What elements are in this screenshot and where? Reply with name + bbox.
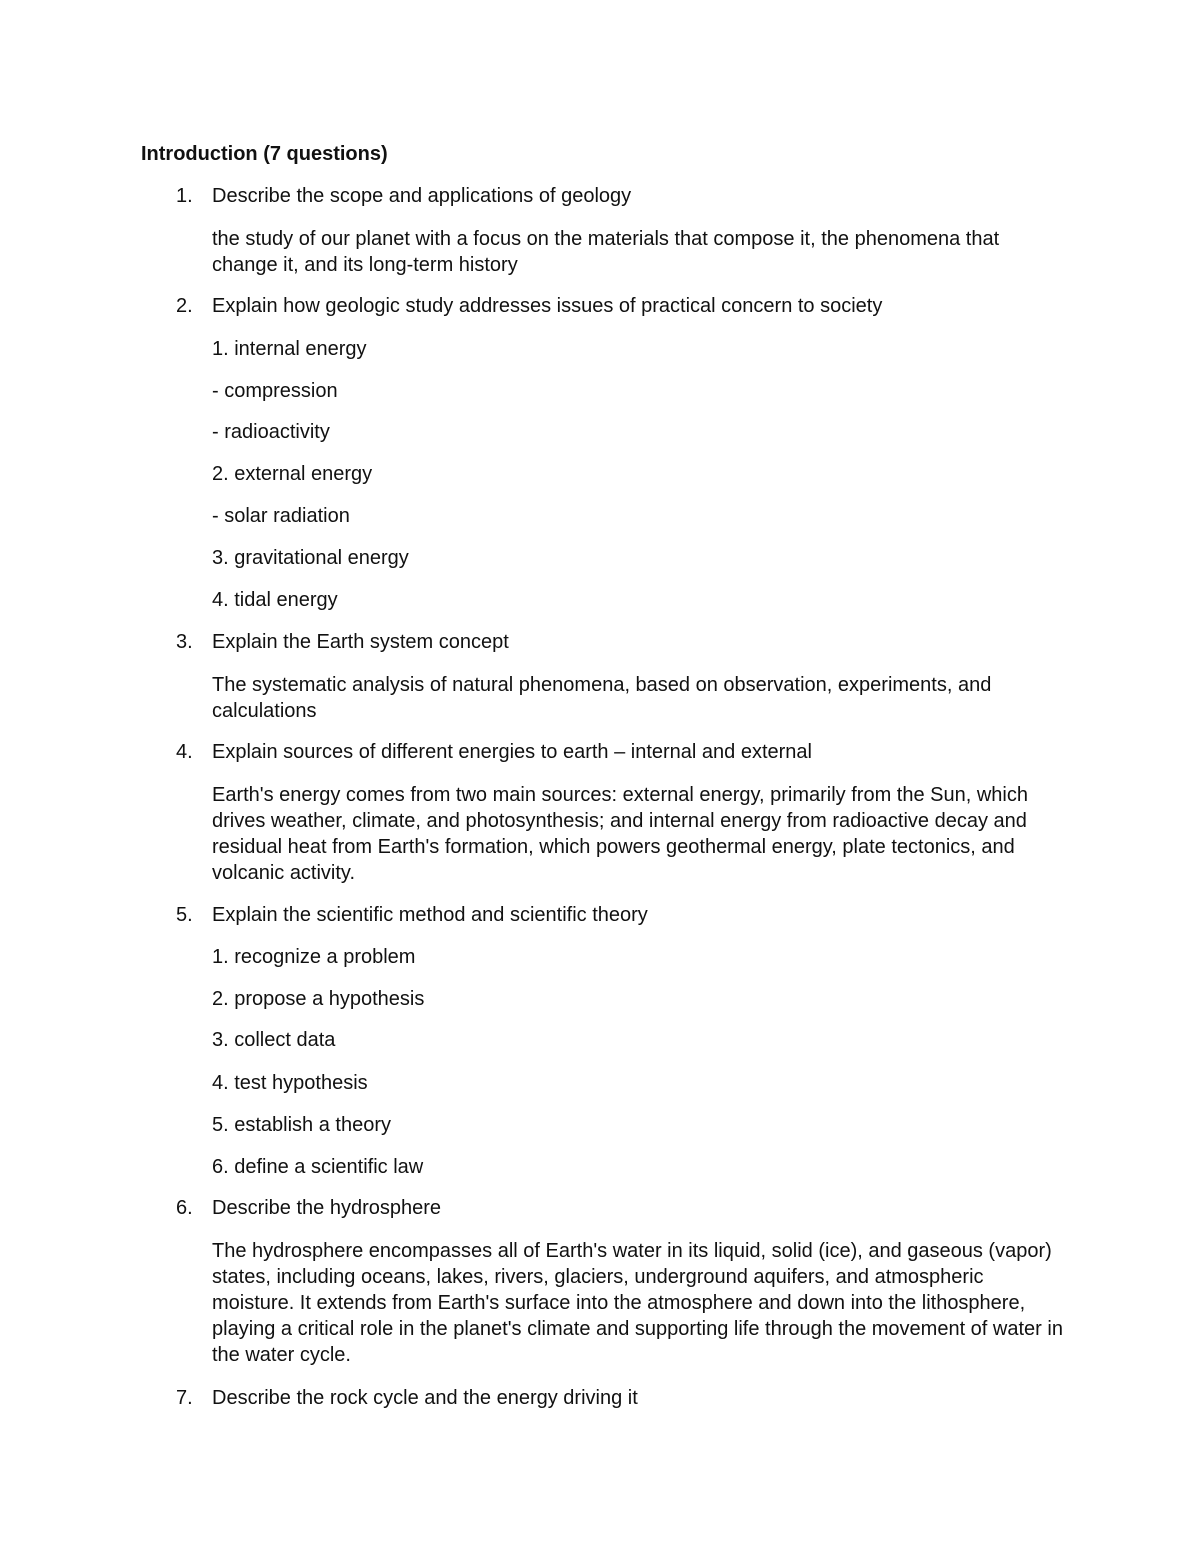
answer-line: 4. test hypothesis — [212, 1072, 368, 1094]
question-text: Describe the hydrosphere — [212, 1197, 442, 1219]
question-number: 5. — [176, 904, 193, 926]
question-number: 7. — [176, 1387, 193, 1409]
question-number: 3. — [176, 631, 193, 653]
answer-line: 2. external energy — [212, 463, 373, 485]
section-heading: Introduction (7 questions) — [141, 143, 388, 165]
answer-line: - radioactivity — [212, 421, 330, 443]
answer-paragraph: the study of our planet with a focus on the materials that compose it, the phenomena that change it, and its long-term history — [212, 228, 1000, 276]
answer-paragraph: The hydrosphere encompasses all of Earth's water in its liquid, solid (ice), and gaseous (vapor) states, including oceans, lakes, rivers, glaciers, underground aquifers, and atmospheric moisture. It extends from Earth's surface into the atmosphere and down into the lithosphere, playing a critical role in the planet's climate and supporting life through the movement of water in the water cycle. — [212, 1240, 1063, 1366]
answer-line: 3. collect data — [212, 1029, 336, 1051]
answer-line: 3. gravitational energy — [212, 547, 409, 569]
question-text: Describe the scope and applications of geology — [212, 185, 632, 207]
answer-paragraph: Earth's energy comes from two main sources: external energy, primarily from the Sun, which drives weather, climate, and photosynthesis; and internal energy from radioactive decay and residual heat from Earth's formation, which powers geothermal energy, plate tectonics, and volcanic activity. — [212, 784, 1028, 884]
answer-line: 1. internal energy — [212, 338, 367, 360]
question-number: 4. — [176, 741, 193, 763]
question-number: 2. — [176, 295, 193, 317]
question-text: Explain sources of different energies to earth – internal and external — [212, 741, 812, 763]
question-text: Explain the Earth system concept — [212, 631, 509, 653]
answer-paragraph: The systematic analysis of natural phenomena, based on observation, experiments, and calculations — [212, 674, 992, 722]
question-number: 1. — [176, 185, 193, 207]
question-text: Describe the rock cycle and the energy driving it — [212, 1387, 638, 1409]
question-text: Explain how geologic study addresses issues of practical concern to society — [212, 295, 883, 317]
answer-line: 4. tidal energy — [212, 589, 338, 611]
answer-line: 5. establish a theory — [212, 1114, 391, 1136]
question-text: Explain the scientific method and scientific theory — [212, 904, 648, 926]
answer-line: 2. propose a hypothesis — [212, 988, 425, 1010]
answer-line: - compression — [212, 380, 338, 402]
answer-line: - solar radiation — [212, 505, 350, 527]
question-number: 6. — [176, 1197, 193, 1219]
answer-line: 6. define a scientific law — [212, 1156, 424, 1178]
answer-line: 1. recognize a problem — [212, 946, 416, 968]
